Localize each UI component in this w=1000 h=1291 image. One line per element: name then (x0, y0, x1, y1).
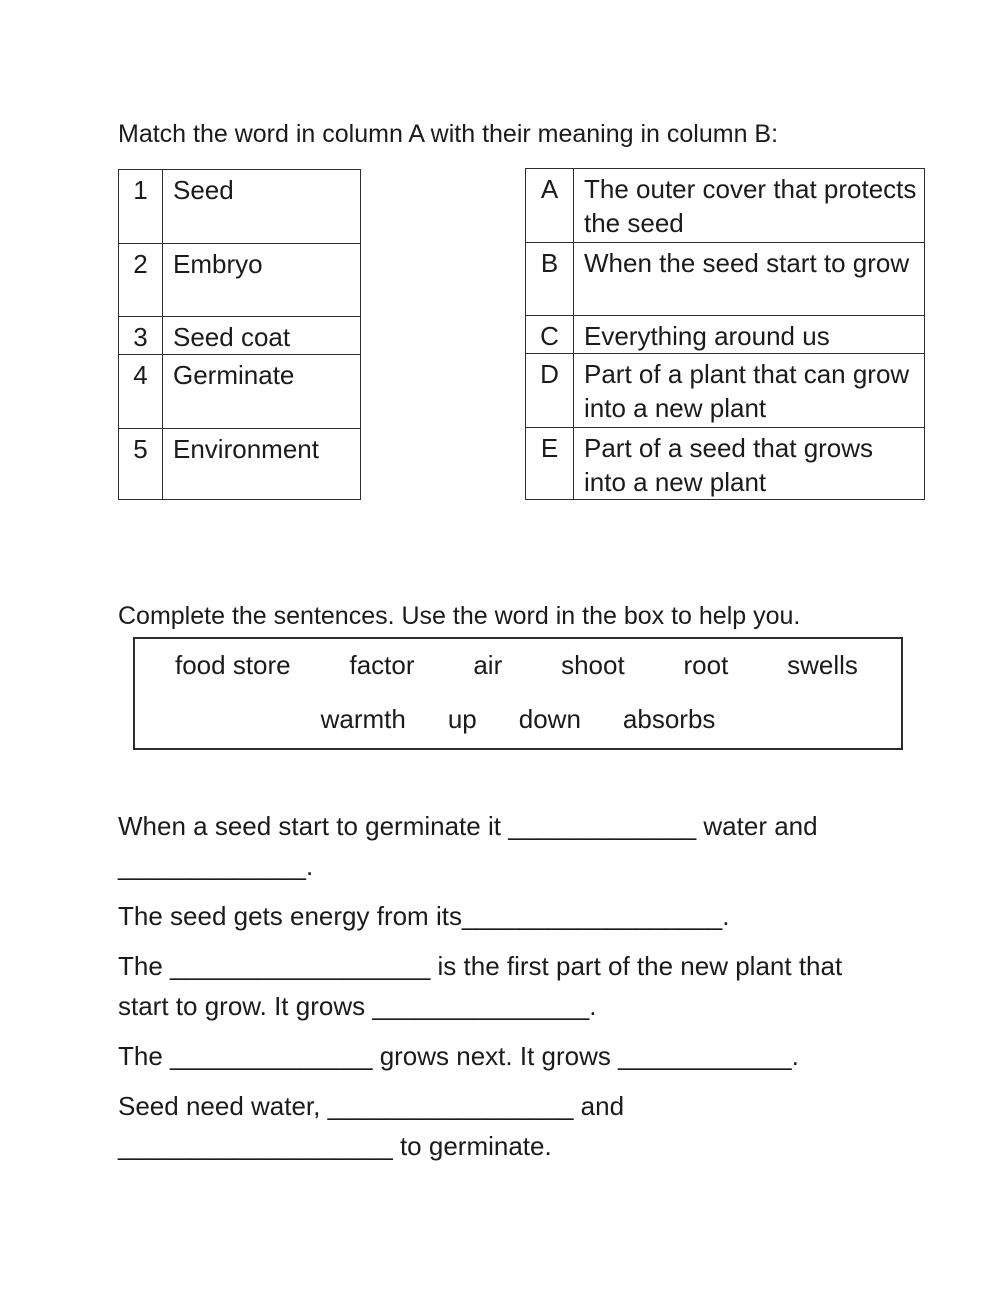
sentence-line: Seed need water, _________________ and (118, 1091, 625, 1121)
item-word: Seed coat (163, 317, 361, 355)
table-row (119, 429, 361, 500)
item-number: 2 (119, 244, 163, 317)
sentence (118, 946, 984, 1026)
item-number: 1 (119, 170, 163, 244)
item-word: Embryo (163, 244, 361, 317)
item-meaning: Part of a seed that grows into a new plant (574, 428, 925, 500)
table-row (119, 355, 361, 429)
sentence-line: ___________________ to germinate. (118, 1131, 552, 1161)
item-word: Germinate (163, 355, 361, 429)
sentence-line: _____________. (118, 851, 314, 881)
word-bank-word: swells (787, 650, 858, 680)
sentence (118, 896, 984, 936)
item-meaning: The outer cover that protects the seed (574, 169, 925, 243)
item-meaning: Everything around us (574, 316, 925, 354)
item-number: 5 (119, 429, 163, 500)
table-row (119, 170, 361, 244)
table-row (526, 428, 925, 500)
complete-instruction: Complete the sentences. Use the word in the box to help you. (118, 602, 801, 630)
word-bank-word: shoot (561, 650, 625, 680)
table-row (526, 169, 925, 243)
sentence-line: When a seed start to germinate it _____________ water and (118, 811, 818, 841)
table-row (526, 316, 925, 354)
item-letter: C (526, 316, 574, 354)
word-bank-word: root (683, 650, 729, 680)
word-bank-row (135, 648, 901, 682)
word-bank-box (133, 637, 903, 750)
sentence (118, 806, 984, 886)
word-bank-word: up (447, 704, 477, 734)
sentence-line: The seed gets energy from its__________________. (118, 901, 730, 931)
sentence-line: start to grow. It grows _______________. (118, 991, 597, 1021)
word-bank-word: factor (349, 650, 415, 680)
word-bank-word: warmth (320, 704, 406, 734)
sentence-line: The ______________ grows next. It grows ____________. (118, 1041, 799, 1071)
sentence-line: The __________________ is the first part of the new plant that (118, 951, 843, 981)
item-meaning: When the seed start to grow (574, 243, 925, 316)
item-letter: A (526, 169, 574, 243)
item-letter: B (526, 243, 574, 316)
item-letter: E (526, 428, 574, 500)
word-bank-word: air (473, 650, 503, 680)
table-row (119, 244, 361, 317)
item-word: Seed (163, 170, 361, 244)
word-bank-word: absorbs (622, 704, 716, 734)
column-b-table (525, 168, 925, 500)
word-bank-word: food store (175, 650, 291, 680)
fill-in-sentences (118, 806, 984, 1176)
sentence (118, 1036, 984, 1076)
item-meaning: Part of a plant that can grow into a new plant (574, 354, 925, 428)
item-number: 4 (119, 355, 163, 429)
word-bank-row (135, 702, 901, 736)
item-letter: D (526, 354, 574, 428)
item-word: Environment (163, 429, 361, 500)
sentence (118, 1086, 984, 1166)
table-row (119, 317, 361, 355)
table-row (526, 354, 925, 428)
column-a-table (118, 169, 361, 500)
word-bank-word: down (518, 704, 581, 734)
match-instruction: Match the word in column A with their meaning in column B: (118, 120, 779, 148)
table-row (526, 243, 925, 316)
item-number: 3 (119, 317, 163, 355)
